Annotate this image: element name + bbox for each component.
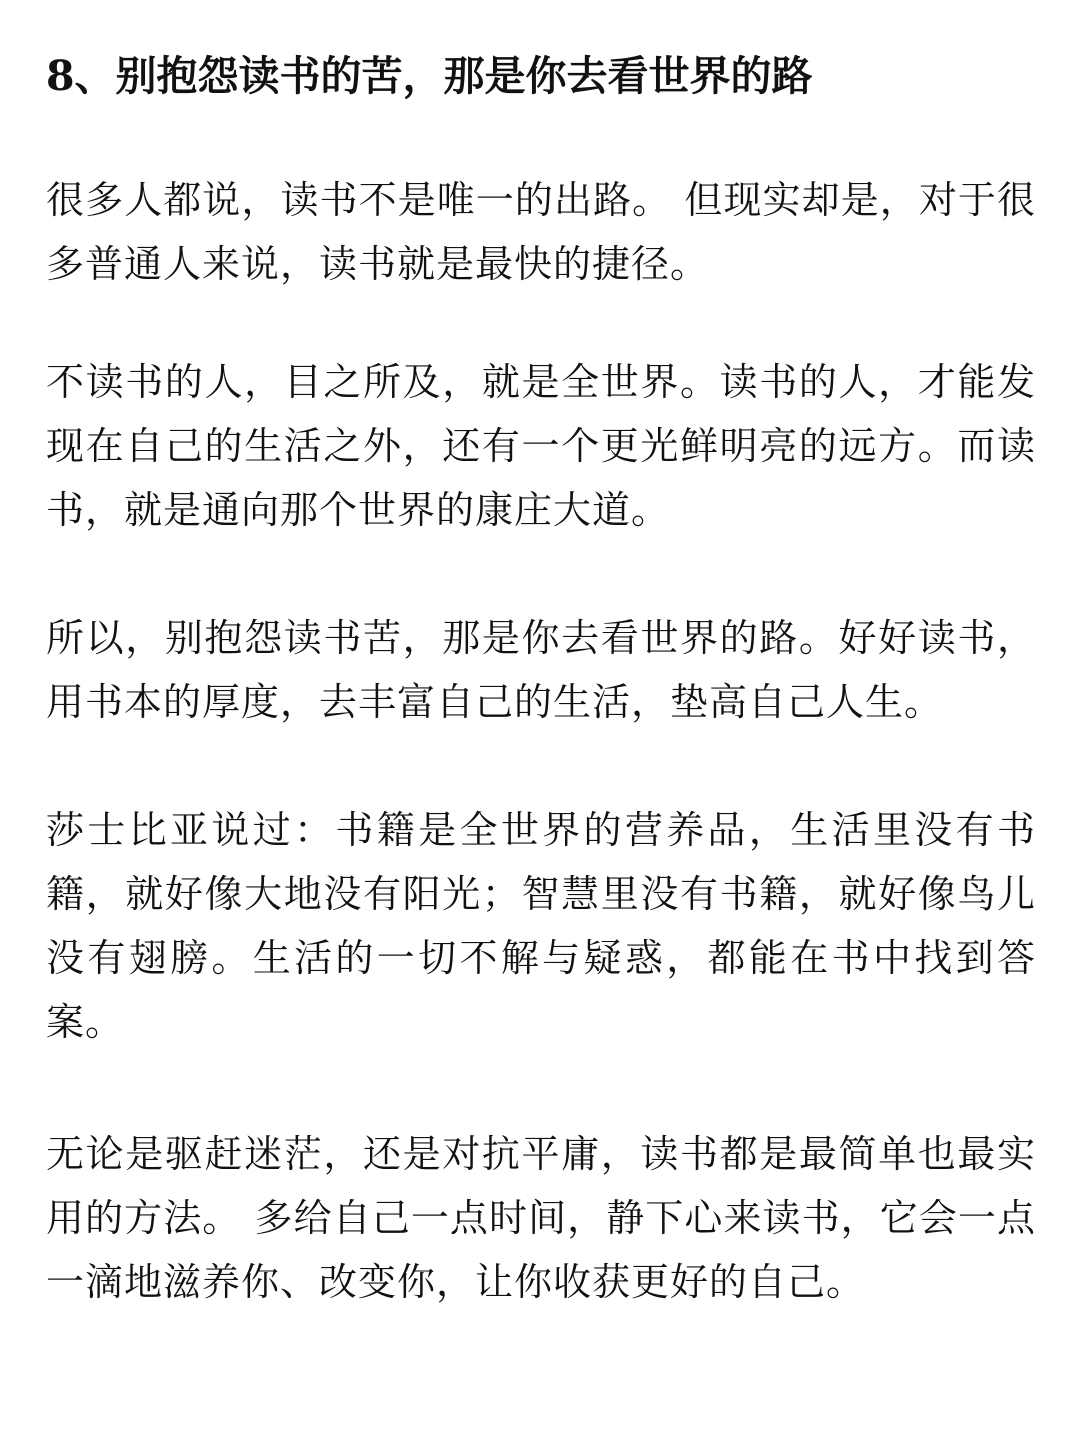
paragraph-4: 莎士比亚说过：书籍是全世界的营养品，生活里没有书籍，就好像大地没有阳光；智慧里没有书籍，就好像鸟儿没有翅膀。生活的一切不解与疑惑，都能在书中找到答案。 xyxy=(46,808,1036,1044)
paragraph-3: 所以，别抱怨读书苦，那是你去看世界的路。好好读书，用书本的厚度，去丰富自己的生活，垫高自己人生。 xyxy=(46,616,1036,724)
paragraph-1: 很多人都说，读书不是唯一的出路。 但现实却是，对于很多普通人来说，读书就是最快的捷径。 xyxy=(46,178,1036,286)
article-title: 8、别抱怨读书的苦，那是你去看世界的路 xyxy=(46,52,813,100)
paragraph-5: 无论是驱赶迷茫，还是对抗平庸，读书都是最简单也最实用的方法。 多给自己一点时间，静下心来读书，它会一点一滴地滋养你、改变你，让你收获更好的自己。 xyxy=(46,1132,1036,1304)
paragraph-2: 不读书的人，目之所及，就是全世界。读书的人，才能发现在自己的生活之外，还有一个更光鲜明亮的远方。而读书，就是通向那个世界的康庄大道。 xyxy=(46,360,1036,532)
